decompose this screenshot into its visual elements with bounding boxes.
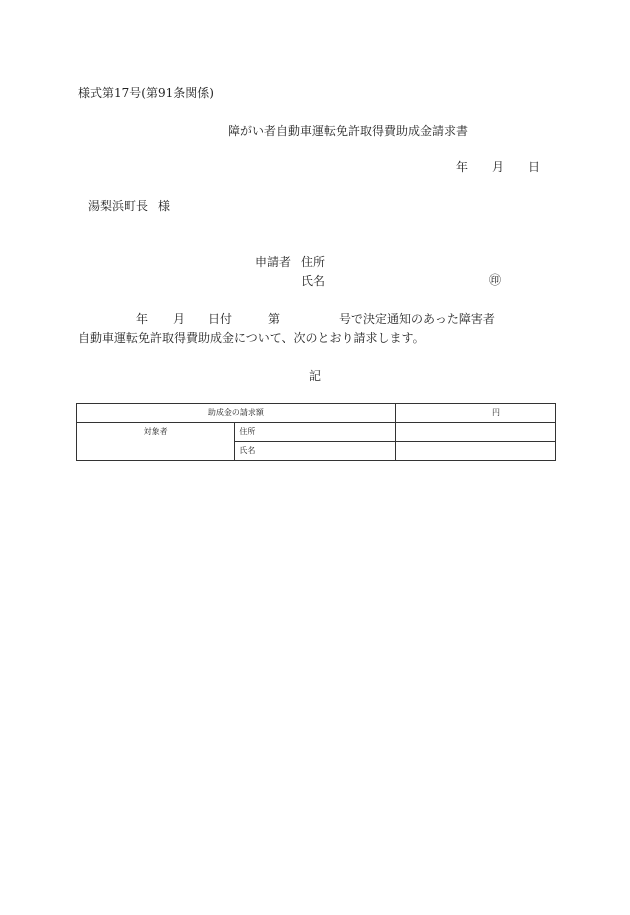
document-title-text: 障がい者自動車運転免許取得費助成金請求書 [227,124,468,138]
applicant-address-label: 住所 [301,255,326,269]
applicant-label: 申請者 [255,255,292,269]
subject-address-value [395,423,555,442]
body-line1-rest: 号で決定通知のあった障害者 [339,312,495,326]
applicant-name-label: 氏名 [301,274,326,288]
date-month-label: 月 [492,160,505,174]
seal-icon: ㊞ [489,273,502,287]
claim-amount-yen: 円 [395,404,555,423]
addressee-honorific: 様 [158,199,171,213]
body-year-label: 年 [136,312,149,326]
subject-name-label: 氏名 [235,442,395,461]
claim-amount-label: 助成金の請求額 [77,404,396,423]
table-row [77,423,556,442]
ki-heading: 記 [308,369,321,383]
date-day-label: 日 [528,160,541,174]
body-dated-label: 日付 [208,312,233,326]
document-title [0,124,630,138]
table-row [77,404,556,423]
subject-name-value [395,442,555,461]
body-month-label: 月 [173,312,186,326]
body-number-prefix: 第 [268,312,281,326]
date-year-label: 年 [456,160,469,174]
form-number: 様式第17号(第91条関係) [78,86,214,100]
body-line2: 自動車運転免許取得費助成金について、次のとおり請求します。 [78,331,425,345]
claim-table [76,403,556,461]
subject-address-label: 住所 [235,423,395,442]
addressee-name: 湯梨浜町長 [88,199,149,213]
subject-label: 対象者 [77,423,235,461]
